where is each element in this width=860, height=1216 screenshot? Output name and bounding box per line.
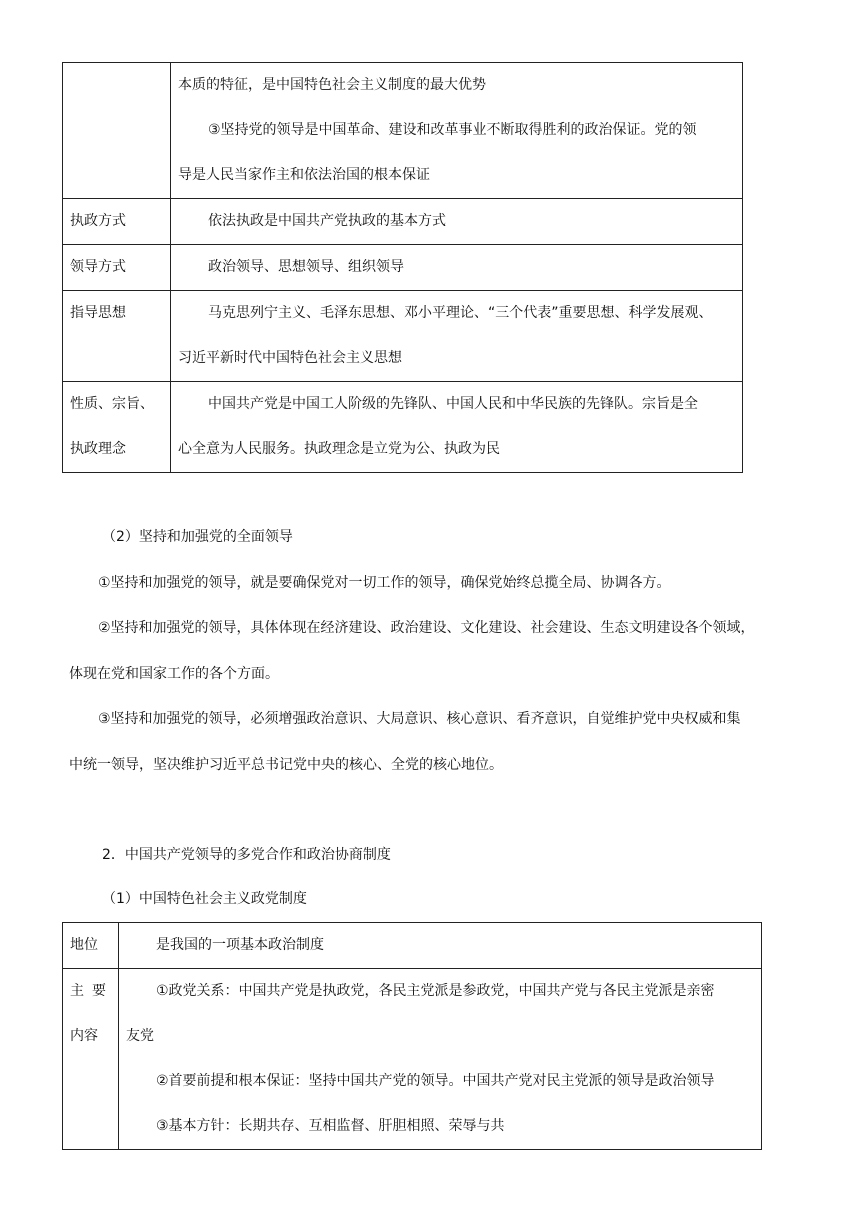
table-row [63,923,762,969]
row-label-line: 性质、宗旨、 [70,396,154,412]
row-label-line: 指导思想 [70,305,126,321]
section-2-heading: 2．中国共产党领导的多党合作和政治协商制度 [102,847,391,863]
party-leadership-table-body [63,63,743,473]
row-content-line: 习近平新时代中国特色社会主义思想 [178,350,402,366]
row-content [119,923,762,969]
paragraph-2-line-2: 体现在党和国家工作的各个方面。 [69,666,279,682]
row-label [63,382,171,473]
paragraph-3-line-2: 中统一领导，坚决维护习近平总书记党中央的核心、全党的核心地位。 [69,757,503,773]
row-content [119,969,762,1150]
party-leadership-table [62,62,743,473]
row-label-line: 执政理念 [70,441,126,457]
row-content [171,291,743,382]
row-content-line: 友党 [126,1028,154,1044]
row-content-line: ③坚持党的领导是中国革命、建设和改革事业不断取得胜利的政治保证。党的领 [208,122,697,138]
row-label [63,969,119,1150]
paragraph-2-line-1: ②坚持和加强党的领导，具体体现在经济建设、政治建设、文化建设、社会建设、生态文明建设各个领域， [98,620,755,636]
row-content-line: 依法执政是中国共产党执政的基本方式 [208,213,446,229]
paragraph-1: ①坚持和加强党的领导，就是要确保党对一切工作的领导，确保党始终总揽全局、协调各方。 [98,575,671,591]
row-label [63,199,171,245]
row-label [63,923,119,969]
row-content-line: 中国共产党是中国工人阶级的先锋队、中国人民和中华民族的先锋队。宗旨是全 [208,396,698,412]
label-position: 地位 [70,937,98,953]
row-content-line: ②首要前提和根本保证：坚持中国共产党的领导。中国共产党对民主党派的领导是政治领导 [156,1073,715,1089]
row-content [171,199,743,245]
row-label [63,291,171,382]
row-content-line: ①政党关系：中国共产党是执政党，各民主党派是参政党，中国共产党与各民主党派是亲密 [156,983,715,999]
row-label-line: 执政方式 [70,213,126,229]
heading-2: （2）坚持和加强党的全面领导 [102,529,293,545]
row-content-line: ③基本方针：长期共存、互相监督、肝胆相照、荣辱与共 [156,1118,505,1134]
row-label-line: 领导方式 [70,259,126,275]
row-content [171,382,743,473]
row-content-line: 导是人民当家作主和依法治国的根本保证 [178,167,430,183]
paragraph-3-line-1: ③坚持和加强党的领导，必须增强政治意识、大局意识、核心意识、看齐意识，自觉维护党中央权威和集 [98,711,741,727]
row-label [63,63,171,199]
table-row [63,63,743,199]
table-row [63,245,743,291]
row-content-line: 本质的特征，是中国特色社会主义制度的最大优势 [178,77,486,93]
party-system-table [62,922,762,1150]
table-row [63,382,743,473]
row-content-line: 政治领导、思想领导、组织领导 [208,259,404,275]
table-row [63,291,743,382]
table-row [63,969,762,1150]
row-content [171,63,743,199]
content-position: 是我国的一项基本政治制度 [156,937,324,953]
row-content [171,245,743,291]
label-main-line-1: 主要 [70,983,114,999]
row-content-line: 心全意为人民服务。执政理念是立党为公、执政为民 [178,441,500,457]
row-label [63,245,171,291]
heading-2-1: （1）中国特色社会主义政党制度 [102,891,307,907]
table-row [63,199,743,245]
row-content-line: 马克思列宁主义、毛泽东思想、邓小平理论、“三个代表”重要思想、科学发展观、 [208,305,713,321]
label-main-line-2: 内容 [70,1028,98,1044]
